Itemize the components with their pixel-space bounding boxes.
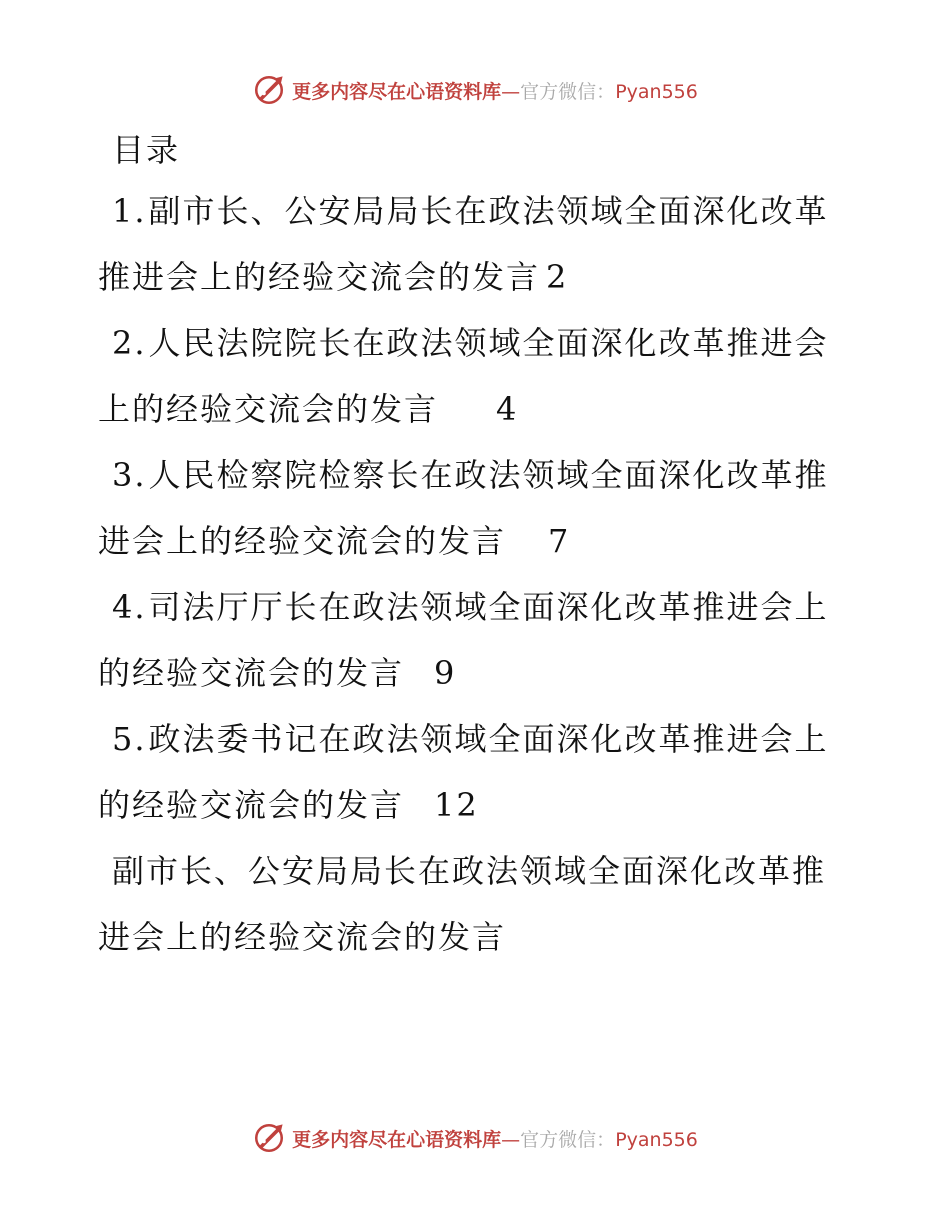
- document-body: [98, 118, 838, 970]
- toc-entry-2[interactable]: [98, 310, 838, 442]
- watermark-lead: 更多内容尽在心语资料库: [292, 80, 502, 103]
- toc-entry-text: 人民法院院长在政法领域全面深化改革推进会上的经验交流会的发言: [98, 324, 829, 428]
- watermark-dash: —: [501, 80, 521, 103]
- section-heading: 副市长、公安局局长在政法领域全面深化改革推进会上的经验交流会的发言: [98, 852, 827, 956]
- toc-entry-page: 4: [496, 390, 519, 428]
- watermark-lead: 更多内容尽在心语资料库: [292, 1128, 502, 1151]
- toc-entry-page: 2: [546, 258, 569, 296]
- toc-entry-text: 司法厅厅长在政法领域全面深化改革推进会上的经验交流会的发言: [98, 588, 829, 692]
- toc-entry-number: 1.: [112, 192, 147, 230]
- footer-watermark: [0, 1118, 950, 1158]
- toc-entry-number: 3.: [112, 456, 147, 494]
- quill-pen-logo-icon: [252, 73, 286, 107]
- watermark-id: Pyan556: [615, 80, 698, 103]
- toc-entry-number: 4.: [112, 588, 147, 626]
- toc-title: 目录: [112, 131, 181, 169]
- toc-entry-3[interactable]: [98, 442, 838, 574]
- toc-entry-page: 7: [548, 522, 571, 560]
- toc-entry-text: 政法委书记在政法领域全面深化改革推进会上的经验交流会的发言: [98, 720, 829, 824]
- watermark-text: [292, 77, 698, 104]
- watermark-middle: 官方微信：: [520, 80, 616, 103]
- toc-entry-number: 5.: [112, 720, 147, 758]
- toc-entry-4[interactable]: [98, 574, 838, 706]
- watermark-dash: —: [501, 1128, 521, 1151]
- header-watermark: [0, 70, 950, 110]
- watermark-text: [292, 1125, 698, 1152]
- toc-entry-number: 2.: [112, 324, 147, 362]
- watermark-id: Pyan556: [615, 1128, 698, 1151]
- watermark-middle: 官方微信：: [520, 1128, 616, 1151]
- toc-entry-text: 副市长、公安局局长在政法领域全面深化改革推进会上的经验交流会的发言: [98, 192, 829, 296]
- toc-entry-page: 12: [434, 786, 479, 824]
- toc-entry-5[interactable]: [98, 706, 838, 838]
- quill-pen-logo-icon: [252, 1121, 286, 1155]
- toc-entry-text: 人民检察院检察长在政法领域全面深化改革推进会上的经验交流会的发言: [98, 456, 829, 560]
- toc-entry-page: 9: [434, 654, 457, 692]
- toc-entry-1[interactable]: [98, 178, 838, 310]
